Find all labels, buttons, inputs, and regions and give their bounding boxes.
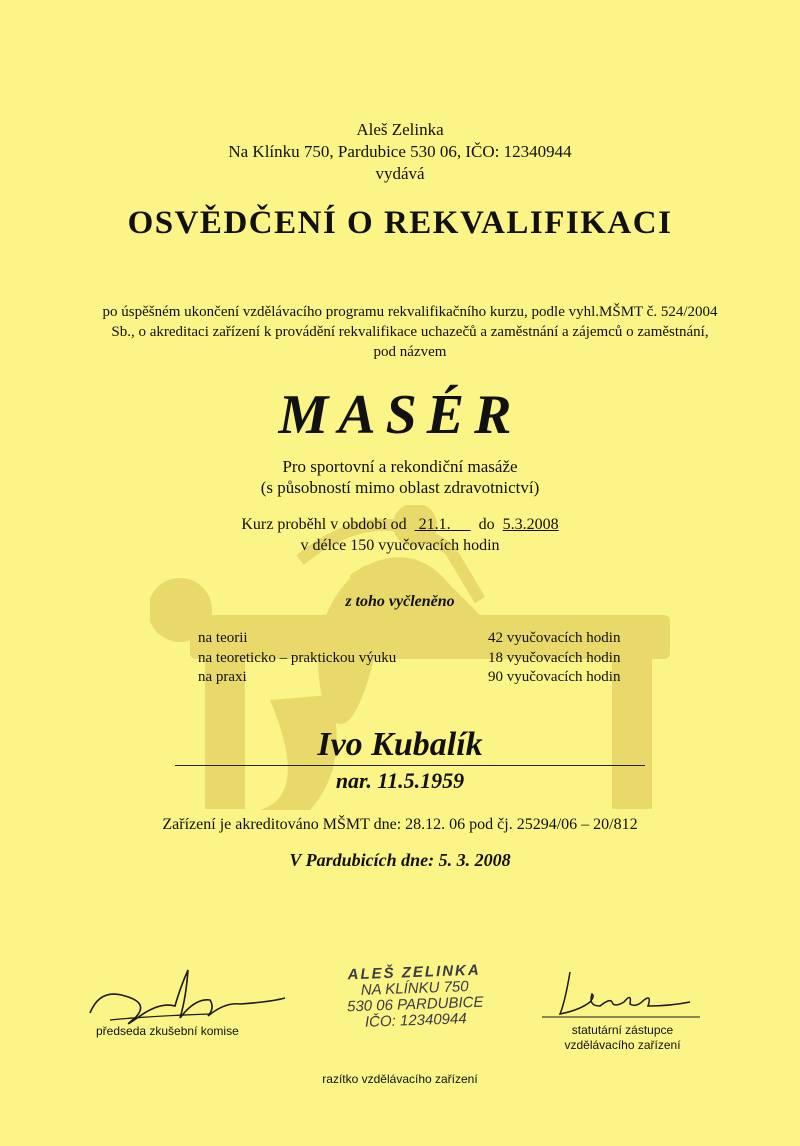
institution-stamp bbox=[299, 961, 531, 1033]
stamp-line: 530 06 PARDUBICE bbox=[346, 993, 484, 1016]
program-subtitle-1: Pro sportovní a rekondiční masáže bbox=[282, 457, 518, 476]
left-signature-caption: předseda zkušební komise bbox=[96, 1024, 239, 1038]
signature-right-icon bbox=[540, 962, 720, 1032]
accreditation-text: Zařízení je akreditováno MŠMT dne: 28.12. 06 pod čj. 25294/06 – 20/812 bbox=[162, 816, 638, 833]
right-signature-caption bbox=[540, 1023, 705, 1053]
breakdown-label: na teoreticko – praktickou výuku bbox=[198, 650, 397, 666]
place-and-date: V Pardubicích dne: 5. 3. 2008 bbox=[289, 850, 511, 870]
breakdown-label: na praxi bbox=[198, 669, 247, 685]
issues-text: vydává bbox=[375, 164, 425, 183]
right-caption-line: vzdělávacího zařízení bbox=[564, 1038, 681, 1052]
period-mid: do bbox=[478, 516, 495, 533]
breakdown-hours: 18 vyučovacích hodin bbox=[488, 650, 621, 666]
stamp-caption: razítko vzdělávacího zařízení bbox=[322, 1072, 478, 1086]
right-caption-line: statutární zástupce bbox=[571, 1023, 674, 1037]
period-end: 5.3.2008 bbox=[502, 516, 559, 533]
course-period bbox=[0, 516, 800, 534]
total-hours: v délce 150 vyučovacích hodin bbox=[300, 537, 500, 554]
program-subtitle-2: (s působností mimo oblast zdravotnictví) bbox=[260, 478, 540, 497]
period-prefix: Kurz proběhl v období od bbox=[241, 516, 407, 533]
stamp-line: NA KLÍNKU 750 bbox=[360, 978, 469, 999]
breakdown-heading: z toho vyčleněno bbox=[345, 593, 455, 610]
holder-name: Ivo Kubalík bbox=[317, 726, 483, 763]
breakdown-hours: 42 vyučovacích hodin bbox=[488, 630, 621, 646]
stamp-line: IČO: 12340944 bbox=[364, 1010, 467, 1031]
holder-birth: nar. 11.5.1959 bbox=[335, 768, 465, 793]
holder-underline bbox=[175, 765, 645, 766]
stamp-line: ALEŠ ZELINKA bbox=[347, 961, 481, 984]
period-start: 21.1. bbox=[418, 516, 451, 533]
intro-paragraph: po úspěšném ukončení vzdělávacího programu rekvalifikačního kurzu, podle vyhl.MŠMT č. 524/2004 Sb., o akreditaci zařízení k provádění rekvalifikace uchazečů a zaměstnání a zájemců o zaměstnání, pod názvem bbox=[102, 304, 718, 360]
issuer-name: Aleš Zelinka bbox=[356, 120, 444, 139]
issuer-address: Na Klínku 750, Pardubice 530 06, IČO: 12340944 bbox=[228, 142, 572, 161]
certificate-title: OSVĚDČENÍ O REKVALIFIKACI bbox=[127, 205, 673, 241]
program-name: MASÉR bbox=[278, 384, 522, 446]
breakdown-label: na teorii bbox=[198, 630, 248, 646]
breakdown-hours: 90 vyučovacích hodin bbox=[488, 669, 621, 685]
